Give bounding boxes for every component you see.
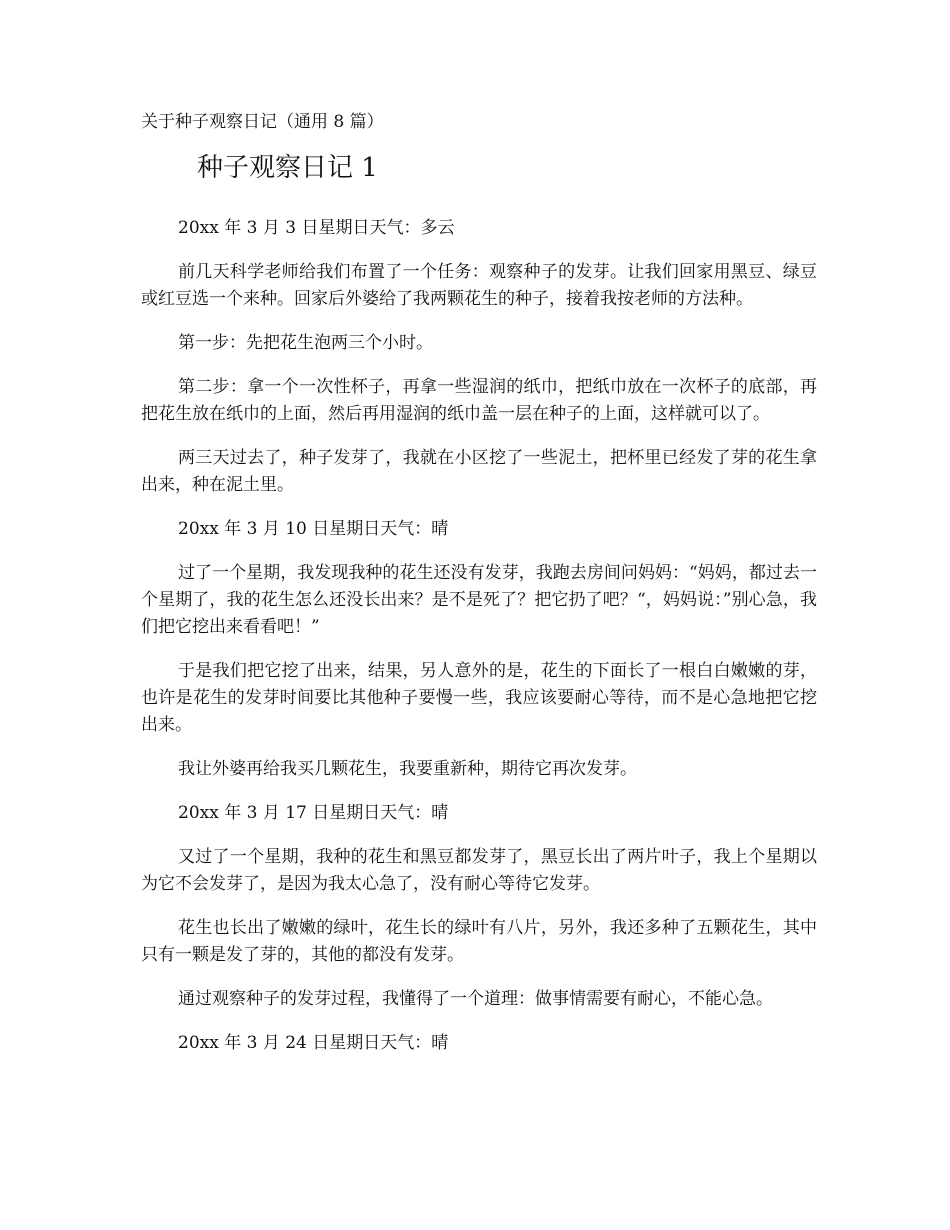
diary-date-line: 20xx 年 3 月 10 日星期日天气：晴 [178,519,449,539]
paragraph: 通过观察种子的发芽过程，我懂得了一个道理：做事情需要有耐心，不能心急。 [178,989,773,1009]
paragraph: 又过了一个星期，我种的花生和黑豆都发芽了，黑豆长出了两片叶子，我上个星期以为它不会发芽了，是因为我太心急了，没有耐心等待它发芽。 [141,847,817,894]
paragraph: 两三天过去了，种子发芽了，我就在小区挖了一些泥土，把杯里已经发了芽的花生拿出来，种在泥土里。 [141,448,817,495]
paragraph: 前几天科学老师给我们布置了一个任务：观察种子的发芽。让我们回家用黑豆、绿豆或红豆选一个来种。回家后外婆给了我两颗花生的种子，接着我按老师的方法种。 [141,262,817,309]
diary-date-line: 20xx 年 3 月 17 日星期日天气：晴 [178,803,449,823]
diary-date-line: 20xx 年 3 月 24 日星期日天气：晴 [178,1033,449,1053]
paragraph: 第一步：先把花生泡两三个小时。 [178,333,433,353]
paragraph: 于是我们把它挖了出来，结果，另人意外的是，花生的下面长了一根白白嫩嫩的芽，也许是花生的发芽时间要比其他种子要慢一些，我应该要耐心等待，而不是心急地把它挖出来。 [141,661,817,735]
paragraph: 过了一个星期，我发现我种的花生还没有发芽，我跑去房间问妈妈：“妈妈，都过去一个星期了，我的花生怎么还没长出来？是不是死了？把它扔了吧？“，妈妈说：”别心急，我们把它挖出来看看吧！” [141,563,817,637]
paragraph: 我让外婆再给我买几颗花生，我要重新种，期待它再次发芽。 [178,759,637,779]
section-heading: 种子观察日记 1 [197,153,378,183]
document-title: 关于种子观察日记（通用 8 篇） [141,112,384,132]
paragraph: 花生也长出了嫩嫩的绿叶，花生长的绿叶有八片，另外，我还多种了五颗花生，其中只有一颗是发了芽的，其他的都没有发芽。 [141,918,817,965]
document-body [141,215,817,1074]
paragraph: 第二步：拿一个一次性杯子，再拿一些湿润的纸巾，把纸巾放在一次杯子的底部，再把花生放在纸巾的上面，然后再用湿润的纸巾盖一层在种子的上面，这样就可以了。 [141,377,817,424]
diary-date-line: 20xx 年 3 月 3 日星期日天气：多云 [178,218,455,238]
